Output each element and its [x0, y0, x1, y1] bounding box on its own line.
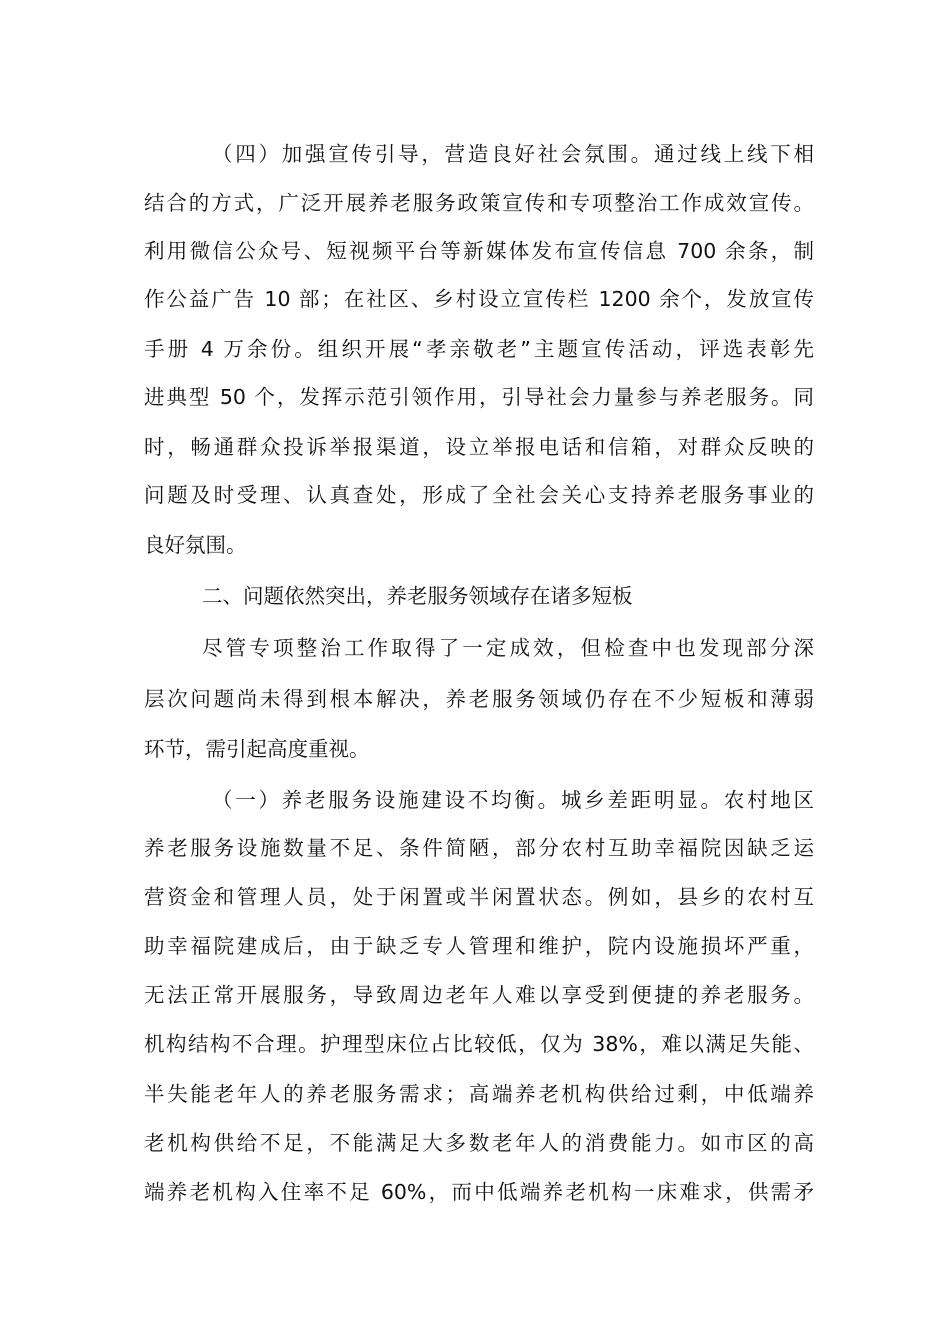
- paragraph-line: 尽管专项整治工作取得了一定成效，但检查中也发现部分深: [202, 636, 814, 660]
- paragraph-line: 养老服务设施数量不足、条件简陋，部分农村互助幸福院因缺乏运: [144, 836, 814, 860]
- paragraph-line: 层次问题尚未得到根本解决，养老服务领域仍存在不少短板和薄弱: [144, 687, 814, 711]
- paragraph-line: 利用微信公众号、短视频平台等新媒体发布宣传信息 700 余条，制: [144, 239, 814, 263]
- paragraph-line: 问题及时受理、认真查处，形成了全社会关心支持养老服务事业的: [144, 483, 814, 507]
- paragraph-line: 端养老机构入住率不足 60%，而中低端养老机构一床难求，供需矛: [144, 1180, 814, 1204]
- paragraph-line: 环节，需引起高度重视。: [144, 737, 370, 761]
- paragraph-line: 手册 4 万余份。组织开展“孝亲敬老”主题宣传活动，评选表彰先: [144, 337, 814, 361]
- paragraph-line: 机构结构不合理。护理型床位占比较低，仅为 38%，难以满足失能、: [144, 1032, 814, 1056]
- paragraph-line: 无法正常开展服务，导致周边老年人难以享受到便捷的养老服务。: [144, 983, 814, 1007]
- paragraph-line: 助幸福院建成后，由于缺乏专人管理和维护，院内设施损坏严重，: [144, 934, 814, 958]
- paragraph-line: 进典型 50 个，发挥示范引领作用，引导社会力量参与养老服务。同: [144, 385, 814, 409]
- paragraph-line: 半失能老年人的养老服务需求；高端养老机构供给过剩，中低端养: [144, 1082, 814, 1106]
- paragraph-line: 营资金和管理人员，处于闲置或半闲置状态。例如，县乡的农村互: [144, 885, 814, 909]
- paragraph-line: 老机构供给不足，不能满足大多数老年人的消费能力。如市区的高: [144, 1131, 814, 1155]
- paragraph-line: 时，畅通群众投诉举报渠道，设立举报电话和信箱，对群众反映的: [144, 435, 814, 459]
- paragraph-line: 良好氛围。: [144, 533, 247, 557]
- paragraph-line: （一）养老服务设施建设不均衡。城乡差距明显。农村地区: [212, 788, 814, 812]
- paragraph-line: 作公益广告 10 部；在社区、乡村设立宣传栏 1200 余个，发放宣传: [144, 287, 814, 311]
- paragraph-line: （四）加强宣传引导，营造良好社会氛围。通过线上线下相: [212, 142, 814, 166]
- paragraph-line: 结合的方式，广泛开展养老服务政策宣传和专项整治工作成效宣传。: [144, 191, 814, 215]
- section-heading: 二、问题依然突出，养老服务领域存在诸多短板: [202, 584, 633, 608]
